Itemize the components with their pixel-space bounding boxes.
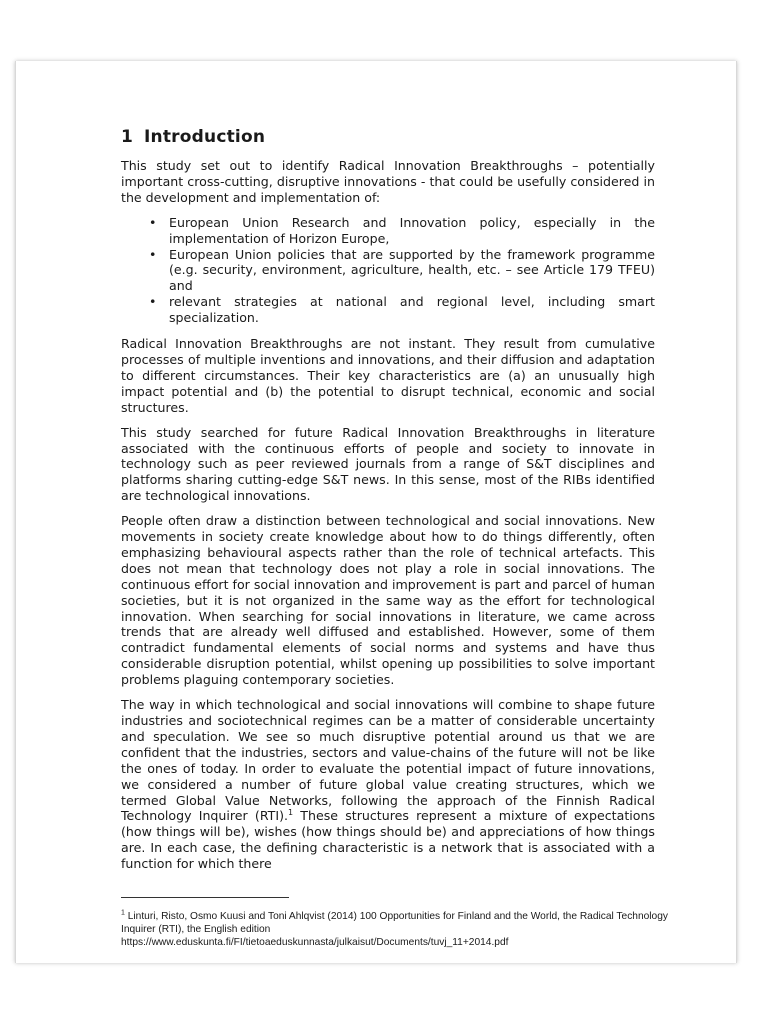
bullet-icon: • [149,294,157,310]
paragraph-text: These structures represent a mixture of expectations (how things will be), wishes (how things should be) and appreciations of how things are. In each case, the defining characteristic is a network that is associated with a function for which there [121,808,656,872]
section-number: 1 [121,127,134,147]
list-item-text: European Union policies that are supported by the framework programme (e.g. security, environment, agriculture, health, etc. – see Article 179 TFEU) and [169,246,655,294]
bullet-list [121,215,655,326]
section-heading [121,127,655,147]
page-body [121,127,655,881]
body-paragraph: This study searched for future Radical Innovation Breakthroughs in literature associated with the continuous efforts of people and society to innovate in technology such as peer reviewed journals from a range of S&T disciplines and platforms sharing cutting-edge S&T news. In this sense, most of the RIBs identified are technological innovations. [121,424,655,504]
footnote-marker: 1 [121,909,125,917]
paragraph-text: The way in which technological and social innovations will combine to shape future industries and sociotechnical regimes can be a matter of considerable uncertainty and speculation. We see so much disruptive potential around us that we are confident that the industries, sectors and value-chains of the future will not be like the ones of today. In order to evaluate the potential impact of future innovations, we considered a number of future global value creating structures, which we termed Global Value Networks, following the approach of the Finnish Radical Technology Inquirer (RTI). [121,697,655,824]
bullet-icon: • [149,246,157,262]
list-item-text: European Union Research and Innovation policy, especially in the implementation of Horizon Europe, [169,214,655,246]
intro-paragraph: This study set out to identify Radical Innovation Breakthroughs – potentially important cross-cutting, disruptive innovations - that could be usefully considered in the development and implementation of: [121,158,655,205]
footnote-reference[interactable]: 1 [288,808,294,818]
footnote-text: Linturi, Risto, Osmo Kuusi and Toni Ahlqvist (2014) 100 Opportunities for Finland and the World, the Radical Technology Inquirer (RTI), the English edition [121,911,668,935]
list-item [149,246,655,295]
bullet-icon: • [149,214,157,230]
list-item [149,294,655,326]
footnote [121,911,681,949]
body-paragraph: Radical Innovation Breakthroughs are not instant. They result from cumulative processes of multiple inventions and innovations, and their diffusion and adaptation to different circumstances. Their key characteristics are (a) an unusually high impact potential and (b) the potential to disrupt technical, economic and social structures. [121,336,655,415]
footnote-link[interactable]: https://www.eduskunta.fi/FI/tietoaeduskunnasta/julkaisut/Documents/tuvj_11+2014.pdf [121,936,509,948]
body-paragraph: People often draw a distinction between technological and social innovations. New movements in society create knowledge about how to do things differently, often emphasizing behavioural aspects rather than the role of technical artefacts. This does not mean that technology does not play a role in social innovations. The continuous effort for social innovation and improvement is part and parcel of human societies, but it is not organized in the same way as the effort for technological innovation. When searching for social innovations in literature, we came across trends that are already well diffused and established. However, some of them contradict fundamental elements of social norms and systems and have thus considerable disruption potential, whilst opening up possibilities to solve important problems plaguing contemporary societies. [121,513,655,688]
section-title: Introduction [144,127,266,147]
body-paragraph [121,697,655,872]
list-item [149,214,655,247]
footnote-divider [121,897,289,898]
list-item-text: relevant strategies at national and regional level, including smart specialization. [169,294,655,326]
document-page [15,61,737,963]
